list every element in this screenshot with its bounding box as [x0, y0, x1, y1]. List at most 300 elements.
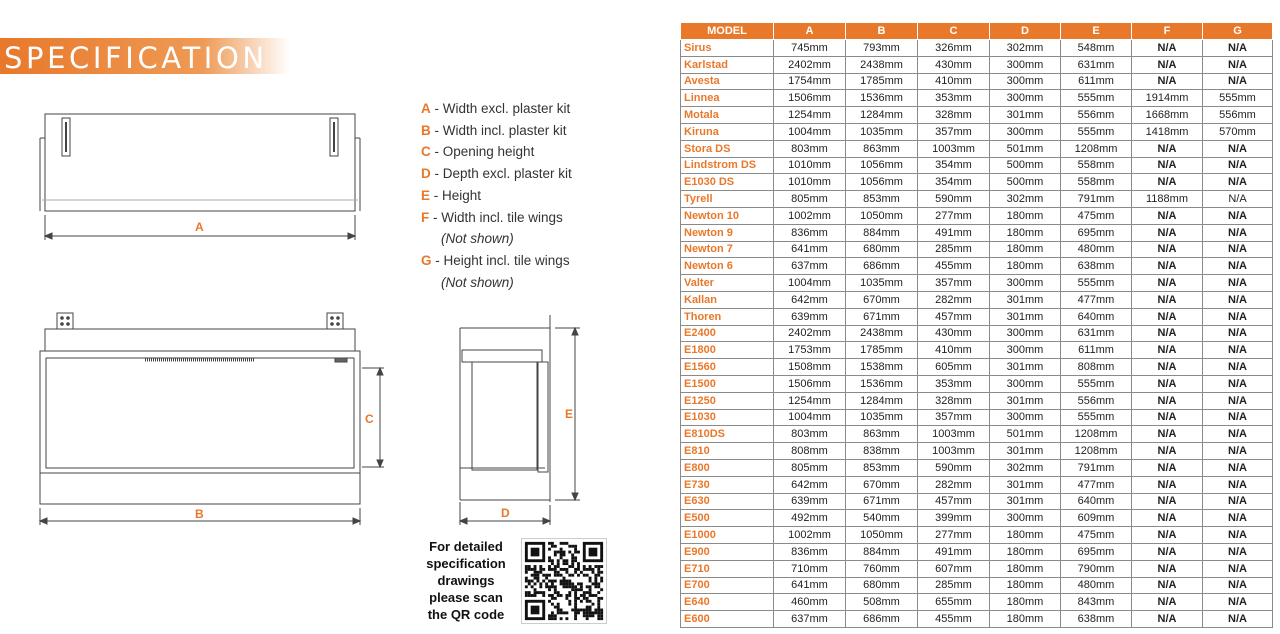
- dimension-cell: 1208mm: [1061, 140, 1132, 157]
- dimension-cell: 430mm: [918, 325, 990, 342]
- legend-text: - Height: [430, 187, 482, 203]
- column-header: D: [990, 23, 1061, 40]
- dimension-cell: 300mm: [990, 409, 1061, 426]
- legend-key: C: [421, 144, 431, 160]
- dimension-cell: 1050mm: [846, 207, 918, 224]
- table-row: [681, 207, 1273, 224]
- dimension-cell: N/A: [1132, 577, 1203, 594]
- dimension-cell: 300mm: [990, 123, 1061, 140]
- dimension-label-d: D: [501, 506, 510, 520]
- legend-key: F: [421, 209, 430, 225]
- dimension-cell: 180mm: [990, 207, 1061, 224]
- dimension-cell: 836mm: [774, 543, 846, 560]
- dimension-cell: 430mm: [918, 56, 990, 73]
- dimension-cell: N/A: [1203, 275, 1273, 292]
- dimension-cell: 282mm: [918, 476, 990, 493]
- dimension-cell: 803mm: [774, 426, 846, 443]
- model-name-cell: E800: [681, 459, 774, 476]
- dimension-cell: 1254mm: [774, 392, 846, 409]
- dimension-cell: N/A: [1132, 174, 1203, 191]
- legend-key: E: [421, 187, 431, 203]
- qr-caption: For detailed specification drawings please scan the QR code: [426, 539, 506, 622]
- table-header-row: [681, 23, 1273, 40]
- model-name-cell: Sirus: [681, 40, 774, 57]
- dimension-label-e: E: [565, 407, 574, 421]
- table-row: [681, 476, 1273, 493]
- dimension-cell: 455mm: [918, 258, 990, 275]
- dimension-cell: 1284mm: [846, 107, 918, 124]
- dimension-cell: 791mm: [1061, 459, 1132, 476]
- dimension-cell: 670mm: [846, 476, 918, 493]
- table-row: [681, 342, 1273, 359]
- dimension-cell: 1004mm: [774, 409, 846, 426]
- dimension-cell: N/A: [1132, 40, 1203, 57]
- dimension-cell: 180mm: [990, 224, 1061, 241]
- dimension-cell: 1056mm: [846, 174, 918, 191]
- dimension-cell: 1010mm: [774, 174, 846, 191]
- dimension-cell: 285mm: [918, 241, 990, 258]
- dimension-cell: N/A: [1203, 157, 1273, 174]
- dimension-cell: N/A: [1132, 443, 1203, 460]
- dimension-cell: 1754mm: [774, 73, 846, 90]
- dimension-cell: 1506mm: [774, 90, 846, 107]
- dimension-cell: N/A: [1203, 325, 1273, 342]
- table-row: [681, 594, 1273, 611]
- dimension-cell: 300mm: [990, 342, 1061, 359]
- dimension-cell: N/A: [1203, 56, 1273, 73]
- dimension-cell: 1785mm: [846, 342, 918, 359]
- dimension-cell: N/A: [1203, 443, 1273, 460]
- model-name-cell: E700: [681, 577, 774, 594]
- dimension-cell: 457mm: [918, 308, 990, 325]
- dimension-cell: 1050mm: [846, 527, 918, 544]
- dimension-cell: 760mm: [846, 560, 918, 577]
- dimension-cell: N/A: [1203, 258, 1273, 275]
- table-row: [681, 73, 1273, 90]
- qr-code[interactable]: [521, 538, 607, 624]
- dimension-cell: 301mm: [990, 107, 1061, 124]
- dimension-cell: N/A: [1203, 241, 1273, 258]
- column-header: F: [1132, 23, 1203, 40]
- model-name-cell: E1000: [681, 527, 774, 544]
- table-row: [681, 611, 1273, 628]
- table-row: [681, 392, 1273, 409]
- dimension-cell: 556mm: [1203, 107, 1273, 124]
- dimension-cell: N/A: [1132, 476, 1203, 493]
- dimension-cell: 805mm: [774, 191, 846, 208]
- page-title: SPECIFICATION: [4, 41, 268, 75]
- dimension-cell: 655mm: [918, 594, 990, 611]
- dimension-cell: 491mm: [918, 543, 990, 560]
- dimension-label-a: A: [195, 220, 204, 234]
- dimension-cell: 1035mm: [846, 123, 918, 140]
- legend-text: - Width incl. plaster kit: [430, 122, 567, 138]
- model-name-cell: Avesta: [681, 73, 774, 90]
- dimension-cell: 477mm: [1061, 291, 1132, 308]
- table-row: [681, 426, 1273, 443]
- dimension-cell: N/A: [1132, 308, 1203, 325]
- dimension-cell: 1003mm: [918, 140, 990, 157]
- dimension-cell: 640mm: [1061, 308, 1132, 325]
- model-name-cell: E600: [681, 611, 774, 628]
- dimension-cell: 686mm: [846, 611, 918, 628]
- dimension-cell: 642mm: [774, 476, 846, 493]
- model-name-cell: Kallan: [681, 291, 774, 308]
- dimension-cell: 803mm: [774, 140, 846, 157]
- dimension-cell: 1010mm: [774, 157, 846, 174]
- dimension-cell: 671mm: [846, 308, 918, 325]
- dimension-cell: N/A: [1203, 140, 1273, 157]
- dimension-cell: N/A: [1132, 325, 1203, 342]
- dimension-cell: N/A: [1132, 140, 1203, 157]
- dimension-cell: 555mm: [1061, 409, 1132, 426]
- table-row: [681, 56, 1273, 73]
- dimension-cell: N/A: [1132, 258, 1203, 275]
- front-view-drawing: [40, 313, 384, 525]
- model-name-cell: Kiruna: [681, 123, 774, 140]
- dimension-cell: 838mm: [846, 443, 918, 460]
- dimension-cell: 670mm: [846, 291, 918, 308]
- dimension-cell: 680mm: [846, 241, 918, 258]
- table-row: [681, 40, 1273, 57]
- dimension-label-b: B: [195, 507, 204, 521]
- model-name-cell: E1560: [681, 359, 774, 376]
- model-name-cell: E710: [681, 560, 774, 577]
- dimension-cell: N/A: [1203, 459, 1273, 476]
- dimension-cell: 357mm: [918, 409, 990, 426]
- dimension-cell: 639mm: [774, 493, 846, 510]
- table-row: [681, 308, 1273, 325]
- dimension-cell: 399mm: [918, 510, 990, 527]
- table-row: [681, 174, 1273, 191]
- dimension-cell: 555mm: [1061, 123, 1132, 140]
- legend-note: (Not shown): [441, 231, 514, 247]
- table-row: [681, 543, 1273, 560]
- model-name-cell: E1500: [681, 375, 774, 392]
- dimension-cell: 300mm: [990, 56, 1061, 73]
- model-name-cell: Linnea: [681, 90, 774, 107]
- dimension-cell: 2402mm: [774, 56, 846, 73]
- dimension-cell: 1035mm: [846, 409, 918, 426]
- table-row: [681, 157, 1273, 174]
- legend-item: [421, 120, 671, 142]
- dimension-cell: 457mm: [918, 493, 990, 510]
- dimension-cell: 611mm: [1061, 73, 1132, 90]
- dimension-cell: 836mm: [774, 224, 846, 241]
- dimension-cell: 180mm: [990, 594, 1061, 611]
- dimension-cell: 1914mm: [1132, 90, 1203, 107]
- dimension-cell: 638mm: [1061, 258, 1132, 275]
- dimension-cell: 302mm: [990, 191, 1061, 208]
- dimension-cell: 1753mm: [774, 342, 846, 359]
- table-row: [681, 241, 1273, 258]
- legend-key: G: [421, 252, 432, 268]
- dimension-cell: 1003mm: [918, 426, 990, 443]
- dimension-cell: 492mm: [774, 510, 846, 527]
- column-header: E: [1061, 23, 1132, 40]
- dimension-cell: 556mm: [1061, 392, 1132, 409]
- dimension-cell: N/A: [1132, 493, 1203, 510]
- dimension-cell: 301mm: [990, 443, 1061, 460]
- dimension-cell: N/A: [1132, 611, 1203, 628]
- dimension-cell: 480mm: [1061, 241, 1132, 258]
- side-view-drawing: [460, 315, 580, 525]
- dimension-cell: 300mm: [990, 275, 1061, 292]
- dimension-cell: N/A: [1132, 459, 1203, 476]
- dimension-cell: N/A: [1132, 207, 1203, 224]
- model-name-cell: Newton 6: [681, 258, 774, 275]
- legend-text: - Depth excl. plaster kit: [430, 166, 572, 182]
- table-row: [681, 191, 1273, 208]
- dimension-cell: 863mm: [846, 426, 918, 443]
- dimension-cell: 328mm: [918, 107, 990, 124]
- dimension-cell: 1418mm: [1132, 123, 1203, 140]
- dimension-cell: 180mm: [990, 258, 1061, 275]
- dimension-cell: N/A: [1203, 409, 1273, 426]
- model-name-cell: Newton 7: [681, 241, 774, 258]
- dimension-cell: 300mm: [990, 375, 1061, 392]
- dimension-cell: N/A: [1132, 375, 1203, 392]
- model-name-cell: E1250: [681, 392, 774, 409]
- legend-item: [421, 163, 671, 185]
- specification-table: [680, 22, 1273, 628]
- dimension-cell: 508mm: [846, 594, 918, 611]
- dimension-cell: 556mm: [1061, 107, 1132, 124]
- dimension-cell: 326mm: [918, 40, 990, 57]
- dimension-cell: 609mm: [1061, 510, 1132, 527]
- dimension-cell: 1254mm: [774, 107, 846, 124]
- dimension-cell: N/A: [1203, 73, 1273, 90]
- dimension-cell: 300mm: [990, 510, 1061, 527]
- dimension-cell: 695mm: [1061, 543, 1132, 560]
- dimension-cell: 475mm: [1061, 527, 1132, 544]
- dimension-cell: N/A: [1203, 342, 1273, 359]
- model-name-cell: Thoren: [681, 308, 774, 325]
- dimension-cell: 1056mm: [846, 157, 918, 174]
- legend-text: - Width excl. plaster kit: [430, 101, 571, 116]
- dimension-cell: 1002mm: [774, 207, 846, 224]
- dimension-cell: 277mm: [918, 207, 990, 224]
- legend-item: [421, 141, 671, 163]
- table-row: [681, 107, 1273, 124]
- dimension-cell: 354mm: [918, 157, 990, 174]
- dimension-cell: 501mm: [990, 426, 1061, 443]
- model-name-cell: Motala: [681, 107, 774, 124]
- dimension-cell: 500mm: [990, 157, 1061, 174]
- dimension-cell: 1536mm: [846, 90, 918, 107]
- dimension-label-c: C: [365, 412, 374, 426]
- dimension-cell: 590mm: [918, 459, 990, 476]
- dimension-cell: 555mm: [1203, 90, 1273, 107]
- dimension-cell: 607mm: [918, 560, 990, 577]
- model-name-cell: E1030 DS: [681, 174, 774, 191]
- dimension-cell: 301mm: [990, 359, 1061, 376]
- dimension-cell: 2438mm: [846, 56, 918, 73]
- dimension-cell: 460mm: [774, 594, 846, 611]
- dimension-cell: 671mm: [846, 493, 918, 510]
- model-name-cell: E500: [681, 510, 774, 527]
- table-row: [681, 459, 1273, 476]
- table-row: [681, 275, 1273, 292]
- legend-item: [421, 207, 671, 229]
- dimension-cell: N/A: [1203, 359, 1273, 376]
- dimension-cell: 558mm: [1061, 174, 1132, 191]
- legend-key: A: [421, 101, 431, 116]
- dimension-cell: 548mm: [1061, 40, 1132, 57]
- dimension-cell: 501mm: [990, 140, 1061, 157]
- dimension-cell: 710mm: [774, 560, 846, 577]
- dimension-cell: 638mm: [1061, 611, 1132, 628]
- dimension-cell: 1188mm: [1132, 191, 1203, 208]
- dimension-cell: N/A: [1203, 191, 1273, 208]
- column-header: A: [774, 23, 846, 40]
- dimension-cell: 410mm: [918, 73, 990, 90]
- dimension-cell: N/A: [1132, 426, 1203, 443]
- dimension-cell: 808mm: [774, 443, 846, 460]
- model-name-cell: E640: [681, 594, 774, 611]
- column-header: G: [1203, 23, 1273, 40]
- model-name-cell: Newton 10: [681, 207, 774, 224]
- dimension-cell: N/A: [1203, 594, 1273, 611]
- dimension-cell: 1003mm: [918, 443, 990, 460]
- model-name-cell: E630: [681, 493, 774, 510]
- dimension-cell: 301mm: [990, 392, 1061, 409]
- dimension-cell: 695mm: [1061, 224, 1132, 241]
- dimension-cell: N/A: [1203, 291, 1273, 308]
- dimension-cell: 328mm: [918, 392, 990, 409]
- table-row: [681, 560, 1273, 577]
- dimension-cell: N/A: [1132, 342, 1203, 359]
- model-name-cell: E1030: [681, 409, 774, 426]
- dimension-cell: 570mm: [1203, 123, 1273, 140]
- legend-text: - Opening height: [430, 144, 535, 160]
- table-row: [681, 375, 1273, 392]
- dimension-cell: N/A: [1203, 476, 1273, 493]
- dimension-cell: 555mm: [1061, 275, 1132, 292]
- dimension-cell: 555mm: [1061, 375, 1132, 392]
- dimension-cell: 500mm: [990, 174, 1061, 191]
- dimension-cell: 353mm: [918, 375, 990, 392]
- model-name-cell: E730: [681, 476, 774, 493]
- table-row: [681, 577, 1273, 594]
- dimension-cell: 853mm: [846, 459, 918, 476]
- legend-note: (Not shown): [441, 274, 514, 290]
- dimension-cell: N/A: [1132, 275, 1203, 292]
- dimension-cell: 590mm: [918, 191, 990, 208]
- dimension-cell: 301mm: [990, 476, 1061, 493]
- dimension-cell: 455mm: [918, 611, 990, 628]
- dimension-cell: 1284mm: [846, 392, 918, 409]
- dimension-cell: 793mm: [846, 40, 918, 57]
- dimension-cell: N/A: [1132, 510, 1203, 527]
- dimension-cell: 611mm: [1061, 342, 1132, 359]
- dimension-cell: 301mm: [990, 308, 1061, 325]
- dimension-cell: 480mm: [1061, 577, 1132, 594]
- dimension-cell: 1536mm: [846, 375, 918, 392]
- table-row: [681, 493, 1273, 510]
- table-row: [681, 258, 1273, 275]
- dimension-cell: 805mm: [774, 459, 846, 476]
- table-row: [681, 359, 1273, 376]
- dimension-cell: 791mm: [1061, 191, 1132, 208]
- dimension-cell: 558mm: [1061, 157, 1132, 174]
- model-name-cell: E810DS: [681, 426, 774, 443]
- dimension-cell: N/A: [1132, 224, 1203, 241]
- legend-text: - Height incl. tile wings: [431, 252, 570, 268]
- table-row: [681, 291, 1273, 308]
- dimension-cell: N/A: [1203, 40, 1273, 57]
- dimension-cell: 863mm: [846, 140, 918, 157]
- dimension-cell: N/A: [1132, 409, 1203, 426]
- dimension-cell: N/A: [1132, 73, 1203, 90]
- dimension-cell: 357mm: [918, 275, 990, 292]
- dimension-cell: N/A: [1132, 392, 1203, 409]
- dimension-cell: 641mm: [774, 241, 846, 258]
- dimension-cell: 631mm: [1061, 56, 1132, 73]
- dimension-cell: N/A: [1132, 594, 1203, 611]
- table-row: [681, 527, 1273, 544]
- dimension-cell: 605mm: [918, 359, 990, 376]
- column-header: MODEL: [681, 23, 774, 40]
- dimension-cell: 491mm: [918, 224, 990, 241]
- dimension-cell: 640mm: [1061, 493, 1132, 510]
- dimension-cell: 1506mm: [774, 375, 846, 392]
- dimension-cell: 686mm: [846, 258, 918, 275]
- table-row: [681, 409, 1273, 426]
- dimension-cell: 884mm: [846, 224, 918, 241]
- dimension-cell: 302mm: [990, 459, 1061, 476]
- dimension-cell: 301mm: [990, 493, 1061, 510]
- dimension-cell: 637mm: [774, 258, 846, 275]
- dimension-cell: 637mm: [774, 611, 846, 628]
- model-name-cell: Lindstrom DS: [681, 157, 774, 174]
- dimension-cell: 1004mm: [774, 275, 846, 292]
- dimension-cell: 354mm: [918, 174, 990, 191]
- dimension-cell: N/A: [1132, 291, 1203, 308]
- dimension-cell: 285mm: [918, 577, 990, 594]
- dimension-cell: 1208mm: [1061, 443, 1132, 460]
- dimension-cell: 300mm: [990, 73, 1061, 90]
- dimension-cell: N/A: [1203, 224, 1273, 241]
- dimension-cell: 808mm: [1061, 359, 1132, 376]
- legend-key: B: [421, 122, 431, 138]
- dimension-cell: 1668mm: [1132, 107, 1203, 124]
- dimension-cell: N/A: [1203, 611, 1273, 628]
- dimension-cell: 180mm: [990, 560, 1061, 577]
- dimension-cell: N/A: [1203, 560, 1273, 577]
- model-name-cell: Valter: [681, 275, 774, 292]
- dimension-cell: 1208mm: [1061, 426, 1132, 443]
- dimension-cell: 1004mm: [774, 123, 846, 140]
- dimension-cell: 555mm: [1061, 90, 1132, 107]
- dimension-cell: N/A: [1132, 241, 1203, 258]
- model-name-cell: E2400: [681, 325, 774, 342]
- dimension-cell: 475mm: [1061, 207, 1132, 224]
- dimension-cell: 282mm: [918, 291, 990, 308]
- dimension-cell: 277mm: [918, 527, 990, 544]
- dimension-cell: N/A: [1132, 56, 1203, 73]
- dimension-cell: N/A: [1203, 426, 1273, 443]
- dimension-cell: 180mm: [990, 527, 1061, 544]
- dimension-cell: 642mm: [774, 291, 846, 308]
- model-name-cell: E1800: [681, 342, 774, 359]
- dimension-cell: 353mm: [918, 90, 990, 107]
- table-row: [681, 443, 1273, 460]
- model-name-cell: E900: [681, 543, 774, 560]
- dimension-cell: 1785mm: [846, 73, 918, 90]
- dimension-cell: 180mm: [990, 577, 1061, 594]
- dimension-cell: N/A: [1203, 308, 1273, 325]
